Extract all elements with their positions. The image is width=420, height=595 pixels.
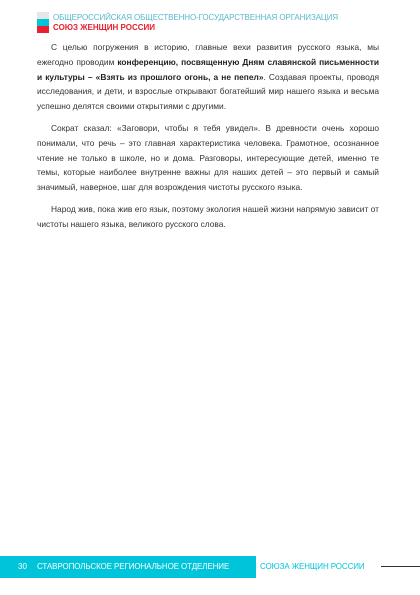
flag-stripe-red	[37, 26, 49, 33]
org-name: СОЮЗ ЖЕНЩИН РОССИИ	[53, 23, 156, 32]
footer-divider	[381, 566, 420, 567]
flag-stripe-white	[37, 12, 49, 19]
department-name: СТАВРОПОЛЬСКОЕ РЕГИОНАЛЬНОЕ ОТДЕЛЕНИЕ	[37, 562, 230, 571]
paragraph-1-end: . Создавая проекты, проводя исследования, и дети, и взрослые открывают богатейший мир нашего языка и весьма успешно делятся своими открытиями с другими.	[37, 71, 379, 112]
org-full-title: ОБЩЕРОССИЙСКАЯ ОБЩЕСТВЕННО-ГОСУДАРСТВЕННАЯ ОРГАНИЗАЦИЯ	[53, 13, 339, 22]
page-footer	[0, 556, 420, 578]
flag-stripe-cyan	[37, 19, 49, 26]
paragraph-1-start: С целью погружения в историю, главные вехи развития русского языка, мы ежегодно проводим	[37, 42, 379, 67]
russian-flag-icon	[37, 12, 49, 34]
article-body	[37, 40, 379, 239]
paragraph-2: Сократ сказал: «Заговори, чтобы я тебя увидел». В древности очень хорошо понимали, что речь – это главная характеристика человека. Грамотное, осознанное чтение не только в школе, но и дома. Разговоры, интересующие детей, именно те темы, которые наиболее внутренне важны для наших детей – это первый и самый значимый, наверное, шаг для возрождения чистоты русского языка.	[37, 122, 379, 193]
page-header	[37, 12, 397, 36]
paragraph-3: Народ жив, пока жив его язык, поэтому экология нашей жизни напрямую зависит от чистоты нашего языка, великого русского слова.	[37, 203, 379, 229]
paragraph-1	[37, 40, 379, 114]
conference-title: конференцию, посвященную Дням славянской письменности и культуры – «Взять из прошлого огонь, а не пепел»	[37, 56, 379, 82]
page-number: 30	[18, 562, 27, 571]
organization-name: СОЮЗА ЖЕНЩИН РОССИИ	[260, 562, 365, 571]
